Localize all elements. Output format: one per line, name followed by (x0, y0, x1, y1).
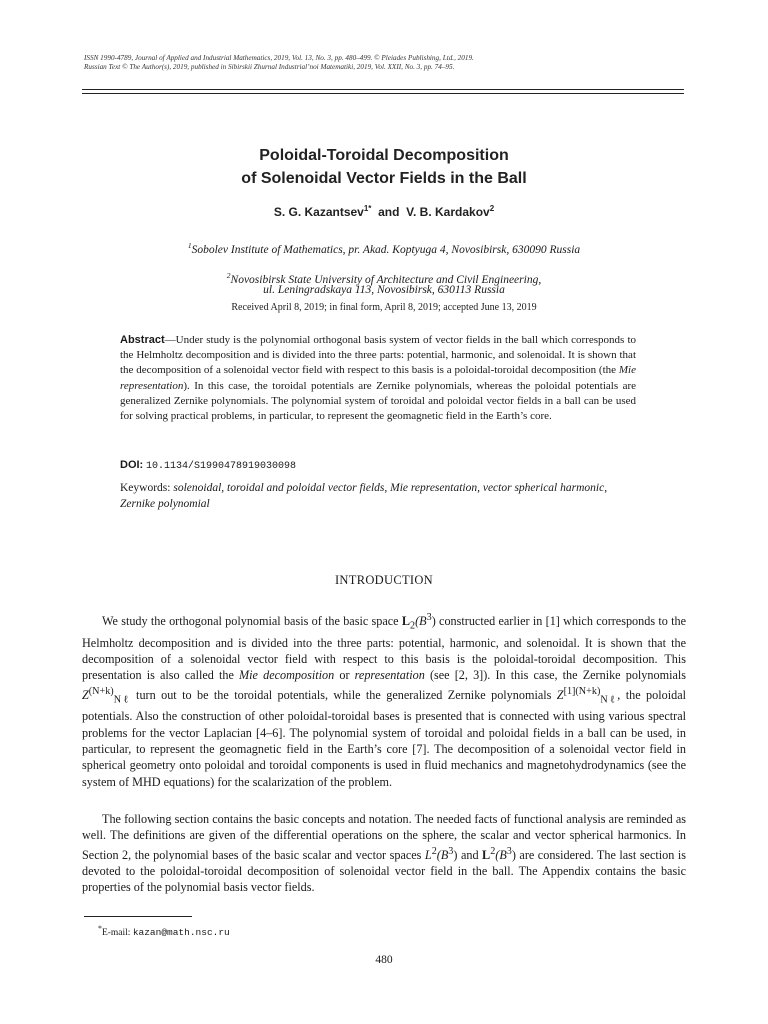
vector-space-symbol: L (482, 847, 491, 862)
scalar-space-close: ) (453, 847, 458, 862)
generalized-zernike-sub: Nℓ (600, 694, 618, 706)
space-L2-sub: 2 (410, 620, 416, 632)
intro-paragraph-1 (82, 610, 686, 790)
keywords-label: Keywords: (120, 482, 171, 494)
para1-emphasis-2: representation (354, 668, 425, 683)
journal-header-line-2: Russian Text © The Author(s), 2019, published in Sibirskii Zhurnal Industrial’noi Matematiki, 2019, Vol. XXII, No. 3, pp. 74–95. (84, 63, 455, 71)
affiliation-2-marker: 2 (226, 271, 231, 280)
affiliation-1-marker: 1 (187, 241, 192, 250)
journal-header-line-1: ISSN 1990-4789, Journal of Applied and Industrial Mathematics, 2019, Vol. 13, No. 3, pp. 480–499. © Pleiades Publishing, Ltd., 2019. (84, 54, 474, 62)
abstract-text-1: —Under study is the polynomial orthogonal basis system of vector fields in the ball which corresponds to the Helmholtz decomposition and is divided into the three parts: potential, harmonic, and solenoidal. It is shown that the decomposition of a solenoidal vector field with respect to this basis is a poloidal-toroidal decomposition (the (120, 334, 636, 377)
scalar-space-sup: 2 (431, 845, 437, 857)
affiliation-1-text: Sobolev Institute of Mathematics, pr. Akad. Koptyuga 4, Novosibirsk, 630090 Russia (191, 243, 581, 256)
affiliation-2-line-2: ul. Leningradskaya 113, Novosibirsk, 630113 Russia (263, 284, 505, 296)
author-email-link[interactable]: kazan@math.nsc.ru (132, 927, 230, 939)
footnote (98, 924, 230, 938)
abstract-text-2: ). In this case, the toroidal potentials are Zernike polynomials, whereas the poloidal potentials are generalized Zernike polynomials. The polynomial system of toroidal and poloidal vector fields in a ball can be used for solving practical problems, in particular, to represent the geomagnetic field in the Earth’s core. (120, 379, 636, 423)
para1-text-3: or (334, 668, 355, 683)
paper-title-line-2: of Solenoidal Vector Fields in the Ball (241, 170, 527, 187)
intro-paragraph-2 (82, 811, 686, 896)
vector-space-arg: (B (495, 847, 507, 862)
doi (120, 459, 296, 472)
author-2: V. B. Kardakov (406, 205, 490, 219)
author-connector: and (378, 205, 400, 219)
para1-emphasis-1: Mie decomposition (239, 668, 335, 683)
generalized-zernike-symbol: Z (556, 687, 564, 702)
section-heading: INTRODUCTION (334, 573, 434, 587)
space-L2-close: ) (431, 614, 436, 629)
para1-text-5: turn out to be the toroidal potentials, while the generalized Zernike polynomials (130, 687, 557, 702)
author-1-marker: 1* (363, 204, 372, 213)
zernike-sup: (N+k) (88, 685, 114, 697)
page-number: 480 (375, 954, 393, 966)
scalar-space-symbol: L (424, 847, 432, 862)
doi-label: DOI: (120, 459, 144, 471)
abstract (120, 333, 636, 424)
para2-text-2: and (457, 847, 483, 862)
para1-text-4: (see [2, 3]). In this case, the Zernike polynomials (424, 668, 686, 683)
para2-text-3: are considered. The last section is devoted to the poloidal-toroidal decomposition of solenoidal vector field in the ball. The Appendix contains the basic properties of the polynomial basis vector fields. (82, 847, 686, 895)
vector-space-close: ) (511, 847, 516, 862)
scalar-space-arg: (B (436, 847, 449, 862)
vector-space-sup: 2 (490, 845, 496, 857)
generalized-zernike-sup: [1](N+k) (563, 685, 601, 697)
abstract-label: Abstract (120, 334, 165, 346)
para1-text-1: We study the orthogonal polynomial basis of the basic space (102, 614, 402, 629)
affiliation-2-line-1: Novosibirsk State University of Architecture and Civil Engineering, (230, 273, 542, 286)
received-dates: Received April 8, 2019; in final form, April 8, 2019; accepted June 13, 2019 (231, 302, 537, 313)
header-rule-bottom (82, 93, 684, 94)
footnote-marker: * (98, 924, 102, 933)
author-2-marker: 2 (489, 204, 495, 213)
zernike-symbol: Z (82, 687, 89, 702)
author-1: S. G. Kazantsev (273, 205, 364, 219)
para1-text-6: , the poloidal potentials. Also the construction of other poloidal-toroidal bases is presented that is connected with using various spectral problems for the vector Laplacian [4–6]. The polynomial system of toroidal and poloidal fields in a ball can be used, in particular, to represent the geomagnetic field in the Earth’s core [7]. The decomposition of a solenoidal vector field in spherical geometry onto poloidal and toroidal components is used in fluid mechanics and magnetohydrodynamics (see the system of MHD equations) for the scalarization of the problem. (82, 687, 686, 789)
abstract-emphasis: Mie representation (120, 364, 636, 392)
keywords (120, 480, 640, 512)
keywords-list: solenoidal, toroidal and poloidal vector fields, Mie representation, vector spherical harmonic, Zernike polynomial (120, 482, 608, 510)
paper-title-line-1: Poloidal-Toroidal Decomposition (259, 147, 509, 164)
footnote-rule (84, 916, 192, 917)
affiliation-1 (0, 239, 768, 257)
footnote-label: E-mail: (101, 928, 133, 939)
header-rule-top (82, 89, 684, 90)
para2-text-1: The following section contains the basic concepts and notation. The needed facts of functional analysis are reminded as well. The definitions are given of the differential operations on the sphere, the scalar and vector spherical harmonics. In Section 2, the polynomial bases of the basic scalar and vector spaces (82, 812, 686, 862)
space-L2-arg-sup: 3 (426, 612, 432, 623)
space-L2-arg: (B (415, 614, 427, 629)
space-L2-symbol: L (401, 614, 411, 629)
author-list (0, 204, 768, 219)
scalar-space-arg-sup: 3 (448, 845, 454, 857)
doi-link[interactable]: 10.1134/S1990478919030098 (145, 461, 297, 472)
para1-text-2: constructed earlier in [1] which corresponds to the Helmholtz decomposition and is divided into the three parts: potential, harmonic, and solenoidal. It is shown that the decomposition of a solenoidal vector field with respect to this basis is the poloidal-toroidal decomposition. This presentation is also called the (82, 614, 687, 683)
zernike-sub: Nℓ (113, 694, 131, 706)
vector-space-arg-sup: 3 (506, 845, 512, 857)
